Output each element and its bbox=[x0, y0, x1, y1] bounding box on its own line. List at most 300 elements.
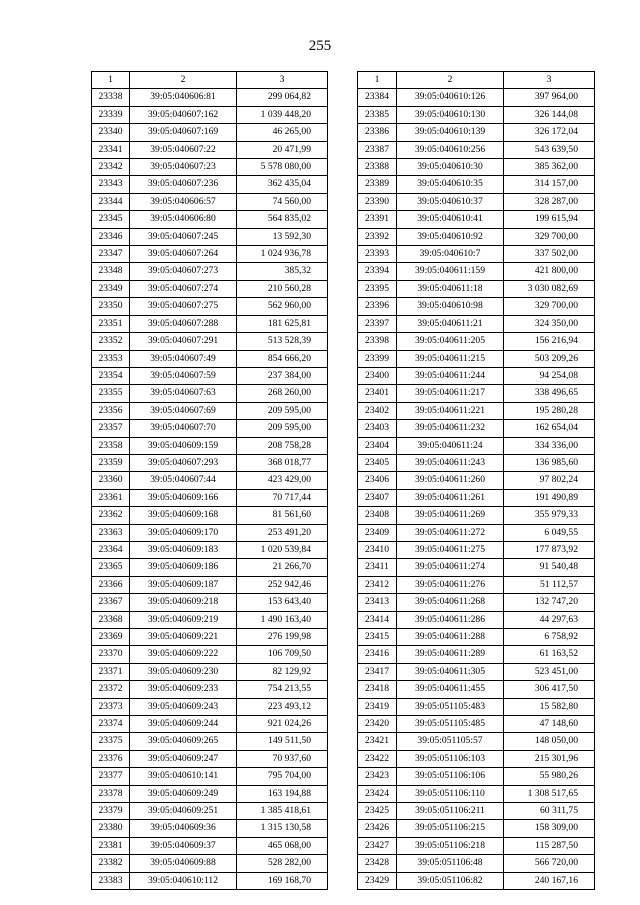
row-number-cell: 23355 bbox=[92, 385, 130, 402]
row-number-cell: 23427 bbox=[358, 837, 397, 854]
value-cell: 1 490 163,40 bbox=[237, 611, 328, 628]
row-number-cell: 23382 bbox=[92, 855, 130, 872]
row-number-cell: 23358 bbox=[92, 437, 130, 454]
row-number-cell: 23380 bbox=[92, 820, 130, 837]
table-row bbox=[358, 489, 595, 506]
row-number-cell: 23405 bbox=[358, 454, 397, 471]
table-row bbox=[92, 594, 328, 611]
value-cell: 1 024 936,78 bbox=[237, 246, 328, 263]
table-row bbox=[92, 855, 328, 872]
table-row bbox=[92, 733, 328, 750]
table-row bbox=[92, 785, 328, 802]
table-row bbox=[358, 698, 595, 715]
value-cell: 44 297,63 bbox=[504, 611, 595, 628]
cadastral-number-cell: 39:05:040609:265 bbox=[130, 733, 237, 750]
value-cell: 115 287,50 bbox=[504, 837, 595, 854]
row-number-cell: 23409 bbox=[358, 524, 397, 541]
cadastral-number-cell: 39:05:040610:41 bbox=[397, 211, 504, 228]
cadastral-number-cell: 39:05:040609:243 bbox=[130, 698, 237, 715]
row-number-cell: 23400 bbox=[358, 367, 397, 384]
table-row bbox=[358, 263, 595, 280]
header-cell-1: 1 bbox=[92, 72, 130, 89]
value-cell: 240 167,16 bbox=[504, 872, 595, 889]
table-row bbox=[358, 437, 595, 454]
row-number-cell: 23391 bbox=[358, 211, 397, 228]
cadastral-number-cell: 39:05:040610:92 bbox=[397, 228, 504, 245]
table-row bbox=[92, 298, 328, 315]
row-number-cell: 23364 bbox=[92, 541, 130, 558]
cadastral-number-cell: 39:05:040609:230 bbox=[130, 663, 237, 680]
row-number-cell: 23341 bbox=[92, 141, 130, 158]
row-number-cell: 23354 bbox=[92, 367, 130, 384]
cadastral-number-cell: 39:05:040609:37 bbox=[130, 837, 237, 854]
cadastral-number-cell: 39:05:040610:139 bbox=[397, 124, 504, 141]
row-number-cell: 23423 bbox=[358, 768, 397, 785]
row-number-cell: 23418 bbox=[358, 681, 397, 698]
table-row bbox=[358, 541, 595, 558]
value-cell: 421 800,00 bbox=[504, 263, 595, 280]
cadastral-number-cell: 39:05:040606:57 bbox=[130, 193, 237, 210]
value-cell: 55 980,26 bbox=[504, 768, 595, 785]
cadastral-number-cell: 39:05:040609:247 bbox=[130, 750, 237, 767]
value-cell: 94 254,08 bbox=[504, 367, 595, 384]
value-cell: 3 030 082,69 bbox=[504, 280, 595, 297]
cadastral-number-cell: 39:05:051106:218 bbox=[397, 837, 504, 854]
cadastral-number-cell: 39:05:051106:211 bbox=[397, 803, 504, 820]
value-cell: 334 336,00 bbox=[504, 437, 595, 454]
cadastral-number-cell: 39:05:040607:236 bbox=[130, 176, 237, 193]
value-cell: 355 979,33 bbox=[504, 507, 595, 524]
row-number-cell: 23416 bbox=[358, 646, 397, 663]
row-number-cell: 23411 bbox=[358, 559, 397, 576]
cadastral-number-cell: 39:05:040611:18 bbox=[397, 280, 504, 297]
cadastral-number-cell: 39:05:040611:268 bbox=[397, 594, 504, 611]
row-number-cell: 23350 bbox=[92, 298, 130, 315]
table-row bbox=[358, 454, 595, 471]
cadastral-number-cell: 39:05:040609:187 bbox=[130, 576, 237, 593]
cadastral-number-cell: 39:05:040606:80 bbox=[130, 211, 237, 228]
value-cell: 74 560,00 bbox=[237, 193, 328, 210]
table-row bbox=[358, 716, 595, 733]
cadastral-number-cell: 39:05:051106:82 bbox=[397, 872, 504, 889]
row-number-cell: 23363 bbox=[92, 524, 130, 541]
table-row bbox=[92, 367, 328, 384]
cadastral-number-cell: 39:05:040607:293 bbox=[130, 454, 237, 471]
value-cell: 276 199,98 bbox=[237, 629, 328, 646]
value-cell: 329 700,00 bbox=[504, 228, 595, 245]
cadastral-number-cell: 39:05:051106:103 bbox=[397, 750, 504, 767]
table-row bbox=[92, 663, 328, 680]
value-cell: 181 625,81 bbox=[237, 315, 328, 332]
value-cell: 210 560,28 bbox=[237, 280, 328, 297]
row-number-cell: 23374 bbox=[92, 716, 130, 733]
cadastral-number-cell: 39:05:040611:205 bbox=[397, 333, 504, 350]
value-cell: 564 835,02 bbox=[237, 211, 328, 228]
value-cell: 46 265,00 bbox=[237, 124, 328, 141]
table-row bbox=[92, 698, 328, 715]
table-row bbox=[92, 803, 328, 820]
value-cell: 324 350,00 bbox=[504, 315, 595, 332]
row-number-cell: 23408 bbox=[358, 507, 397, 524]
value-cell: 209 595,00 bbox=[237, 420, 328, 437]
table-row bbox=[92, 489, 328, 506]
row-number-cell: 23378 bbox=[92, 785, 130, 802]
table-row bbox=[358, 246, 595, 263]
value-cell: 523 451,00 bbox=[504, 663, 595, 680]
row-number-cell: 23366 bbox=[92, 576, 130, 593]
table-row bbox=[92, 246, 328, 263]
row-number-cell: 23370 bbox=[92, 646, 130, 663]
cadastral-number-cell: 39:05:040609:36 bbox=[130, 820, 237, 837]
cadastral-number-cell: 39:05:051105:485 bbox=[397, 716, 504, 733]
table-row bbox=[92, 350, 328, 367]
value-cell: 566 720,00 bbox=[504, 855, 595, 872]
row-number-cell: 23390 bbox=[358, 193, 397, 210]
value-cell: 169 168,70 bbox=[237, 872, 328, 889]
table-row bbox=[358, 611, 595, 628]
value-cell: 51 112,57 bbox=[504, 576, 595, 593]
row-number-cell: 23343 bbox=[92, 176, 130, 193]
value-cell: 326 172,04 bbox=[504, 124, 595, 141]
table-row bbox=[358, 350, 595, 367]
table-row bbox=[92, 837, 328, 854]
table-row bbox=[358, 524, 595, 541]
row-number-cell: 23419 bbox=[358, 698, 397, 715]
row-number-cell: 23371 bbox=[92, 663, 130, 680]
table-row bbox=[92, 193, 328, 210]
cadastral-number-cell: 39:05:040609:166 bbox=[130, 489, 237, 506]
value-cell: 854 666,20 bbox=[237, 350, 328, 367]
table-row bbox=[92, 629, 328, 646]
value-cell: 91 540,48 bbox=[504, 559, 595, 576]
row-number-cell: 23393 bbox=[358, 246, 397, 263]
value-cell: 223 493,12 bbox=[237, 698, 328, 715]
row-number-cell: 23359 bbox=[92, 454, 130, 471]
value-cell: 13 592,30 bbox=[237, 228, 328, 245]
row-number-cell: 23415 bbox=[358, 629, 397, 646]
table-row bbox=[92, 681, 328, 698]
table-row bbox=[358, 681, 595, 698]
row-number-cell: 23402 bbox=[358, 402, 397, 419]
row-number-cell: 23373 bbox=[92, 698, 130, 715]
row-number-cell: 23352 bbox=[92, 333, 130, 350]
table-row bbox=[358, 733, 595, 750]
cadastral-number-cell: 39:05:040611:286 bbox=[397, 611, 504, 628]
row-number-cell: 23387 bbox=[358, 141, 397, 158]
data-table-left bbox=[91, 71, 328, 890]
table-row bbox=[358, 803, 595, 820]
value-cell: 314 157,00 bbox=[504, 176, 595, 193]
row-number-cell: 23406 bbox=[358, 472, 397, 489]
row-number-cell: 23410 bbox=[358, 541, 397, 558]
row-number-cell: 23404 bbox=[358, 437, 397, 454]
cadastral-number-cell: 39:05:040607:59 bbox=[130, 367, 237, 384]
cadastral-number-cell: 39:05:040607:245 bbox=[130, 228, 237, 245]
cadastral-number-cell: 39:05:040607:274 bbox=[130, 280, 237, 297]
row-number-cell: 23401 bbox=[358, 385, 397, 402]
value-cell: 1 020 539,84 bbox=[237, 541, 328, 558]
table-row bbox=[358, 193, 595, 210]
table-row bbox=[358, 872, 595, 889]
table-row bbox=[92, 263, 328, 280]
table-row bbox=[358, 280, 595, 297]
value-cell: 1 385 418,61 bbox=[237, 803, 328, 820]
cadastral-number-cell: 39:05:040607:291 bbox=[130, 333, 237, 350]
value-cell: 299 064,82 bbox=[237, 89, 328, 106]
row-number-cell: 23340 bbox=[92, 124, 130, 141]
row-number-cell: 23428 bbox=[358, 855, 397, 872]
cadastral-number-cell: 39:05:040607:22 bbox=[130, 141, 237, 158]
row-number-cell: 23353 bbox=[92, 350, 130, 367]
table-row bbox=[358, 106, 595, 123]
value-cell: 6 758,92 bbox=[504, 629, 595, 646]
value-cell: 362 435,04 bbox=[237, 176, 328, 193]
row-number-cell: 23379 bbox=[92, 803, 130, 820]
table-row bbox=[358, 507, 595, 524]
value-cell: 156 216,94 bbox=[504, 333, 595, 350]
table-row bbox=[92, 872, 328, 889]
row-number-cell: 23351 bbox=[92, 315, 130, 332]
row-number-cell: 23360 bbox=[92, 472, 130, 489]
cadastral-number-cell: 39:05:040609:88 bbox=[130, 855, 237, 872]
cadastral-number-cell: 39:05:040606:81 bbox=[130, 89, 237, 106]
row-number-cell: 23424 bbox=[358, 785, 397, 802]
value-cell: 20 471,99 bbox=[237, 141, 328, 158]
table-row bbox=[358, 402, 595, 419]
cadastral-number-cell: 39:05:040609:251 bbox=[130, 803, 237, 820]
row-number-cell: 23395 bbox=[358, 280, 397, 297]
value-cell: 162 654,04 bbox=[504, 420, 595, 437]
table-row bbox=[358, 768, 595, 785]
row-number-cell: 23420 bbox=[358, 716, 397, 733]
row-number-cell: 23414 bbox=[358, 611, 397, 628]
table-row bbox=[358, 855, 595, 872]
value-cell: 1 039 448,20 bbox=[237, 106, 328, 123]
value-cell: 385,32 bbox=[237, 263, 328, 280]
value-cell: 328 287,00 bbox=[504, 193, 595, 210]
value-cell: 1 315 130,58 bbox=[237, 820, 328, 837]
cadastral-number-cell: 39:05:040611:243 bbox=[397, 454, 504, 471]
value-cell: 513 528,39 bbox=[237, 333, 328, 350]
table-row bbox=[358, 646, 595, 663]
value-cell: 82 129,92 bbox=[237, 663, 328, 680]
cadastral-number-cell: 39:05:040609:219 bbox=[130, 611, 237, 628]
table-row bbox=[92, 646, 328, 663]
value-cell: 148 050,00 bbox=[504, 733, 595, 750]
cadastral-number-cell: 39:05:040610:126 bbox=[397, 89, 504, 106]
table-row bbox=[92, 333, 328, 350]
table-row bbox=[92, 768, 328, 785]
cadastral-number-cell: 39:05:040610:37 bbox=[397, 193, 504, 210]
table-row bbox=[358, 837, 595, 854]
table-row bbox=[92, 524, 328, 541]
value-cell: 465 068,00 bbox=[237, 837, 328, 854]
value-cell: 385 362,00 bbox=[504, 159, 595, 176]
table-row bbox=[92, 176, 328, 193]
row-number-cell: 23347 bbox=[92, 246, 130, 263]
row-number-cell: 23429 bbox=[358, 872, 397, 889]
value-cell: 21 266,70 bbox=[237, 559, 328, 576]
table-row bbox=[92, 315, 328, 332]
cadastral-number-cell: 39:05:040609:159 bbox=[130, 437, 237, 454]
value-cell: 306 417,50 bbox=[504, 681, 595, 698]
value-cell: 70 937,60 bbox=[237, 750, 328, 767]
value-cell: 368 018,77 bbox=[237, 454, 328, 471]
value-cell: 60 311,75 bbox=[504, 803, 595, 820]
cadastral-number-cell: 39:05:040607:63 bbox=[130, 385, 237, 402]
value-cell: 253 491,20 bbox=[237, 524, 328, 541]
value-cell: 237 384,00 bbox=[237, 367, 328, 384]
cadastral-number-cell: 39:05:040611:24 bbox=[397, 437, 504, 454]
table-row bbox=[358, 576, 595, 593]
row-number-cell: 23426 bbox=[358, 820, 397, 837]
value-cell: 47 148,60 bbox=[504, 716, 595, 733]
cadastral-number-cell: 39:05:040607:288 bbox=[130, 315, 237, 332]
value-cell: 191 490,89 bbox=[504, 489, 595, 506]
cadastral-number-cell: 39:05:040611:288 bbox=[397, 629, 504, 646]
cadastral-number-cell: 39:05:040609:221 bbox=[130, 629, 237, 646]
value-cell: 252 942,46 bbox=[237, 576, 328, 593]
row-number-cell: 23339 bbox=[92, 106, 130, 123]
cadastral-number-cell: 39:05:051106:106 bbox=[397, 768, 504, 785]
value-cell: 268 260,00 bbox=[237, 385, 328, 402]
table-row bbox=[358, 176, 595, 193]
table-row bbox=[358, 385, 595, 402]
value-cell: 338 496,65 bbox=[504, 385, 595, 402]
cadastral-number-cell: 39:05:040611:21 bbox=[397, 315, 504, 332]
header-cell-2: 2 bbox=[130, 72, 237, 89]
table-row bbox=[92, 106, 328, 123]
value-cell: 61 163,52 bbox=[504, 646, 595, 663]
table-row bbox=[92, 541, 328, 558]
cadastral-number-cell: 39:05:040609:168 bbox=[130, 507, 237, 524]
table-row bbox=[92, 89, 328, 106]
value-cell: 208 758,28 bbox=[237, 437, 328, 454]
table-row bbox=[358, 559, 595, 576]
header-cell-3: 3 bbox=[237, 72, 328, 89]
row-number-cell: 23348 bbox=[92, 263, 130, 280]
cadastral-number-cell: 39:05:040610:130 bbox=[397, 106, 504, 123]
value-cell: 15 582,80 bbox=[504, 698, 595, 715]
row-number-cell: 23383 bbox=[92, 872, 130, 889]
header-cell-3: 3 bbox=[504, 72, 595, 89]
table-row bbox=[92, 507, 328, 524]
table-row bbox=[358, 89, 595, 106]
value-cell: 70 717,44 bbox=[237, 489, 328, 506]
table-row bbox=[92, 437, 328, 454]
cadastral-number-cell: 39:05:040610:35 bbox=[397, 176, 504, 193]
row-number-cell: 23394 bbox=[358, 263, 397, 280]
row-number-cell: 23375 bbox=[92, 733, 130, 750]
row-number-cell: 23399 bbox=[358, 350, 397, 367]
table-row bbox=[92, 159, 328, 176]
header-cell-1: 1 bbox=[358, 72, 397, 89]
cadastral-number-cell: 39:05:040607:275 bbox=[130, 298, 237, 315]
table-row bbox=[358, 333, 595, 350]
cadastral-number-cell: 39:05:051105:57 bbox=[397, 733, 504, 750]
value-cell: 543 639,50 bbox=[504, 141, 595, 158]
table-row bbox=[92, 750, 328, 767]
table-row bbox=[358, 141, 595, 158]
cadastral-number-cell: 39:05:040609:222 bbox=[130, 646, 237, 663]
cadastral-number-cell: 39:05:040607:273 bbox=[130, 263, 237, 280]
row-number-cell: 23389 bbox=[358, 176, 397, 193]
cadastral-number-cell: 39:05:040611:221 bbox=[397, 402, 504, 419]
table-row bbox=[92, 228, 328, 245]
row-number-cell: 23422 bbox=[358, 750, 397, 767]
cadastral-number-cell: 39:05:040610:112 bbox=[130, 872, 237, 889]
row-number-cell: 23342 bbox=[92, 159, 130, 176]
table-row bbox=[358, 594, 595, 611]
value-cell: 215 301,96 bbox=[504, 750, 595, 767]
cadastral-number-cell: 39:05:040611:232 bbox=[397, 420, 504, 437]
row-number-cell: 23338 bbox=[92, 89, 130, 106]
table-row bbox=[92, 454, 328, 471]
table-row bbox=[92, 559, 328, 576]
cadastral-number-cell: 39:05:040611:305 bbox=[397, 663, 504, 680]
value-cell: 149 511,50 bbox=[237, 733, 328, 750]
value-cell: 195 280,28 bbox=[504, 402, 595, 419]
value-cell: 136 985,60 bbox=[504, 454, 595, 471]
cadastral-number-cell: 39:05:051106:48 bbox=[397, 855, 504, 872]
cadastral-number-cell: 39:05:040610:98 bbox=[397, 298, 504, 315]
value-cell: 397 964,00 bbox=[504, 89, 595, 106]
row-number-cell: 23397 bbox=[358, 315, 397, 332]
cadastral-number-cell: 39:05:040607:70 bbox=[130, 420, 237, 437]
cadastral-number-cell: 39:05:040607:169 bbox=[130, 124, 237, 141]
cadastral-number-cell: 39:05:040607:69 bbox=[130, 402, 237, 419]
value-cell: 5 578 080,00 bbox=[237, 159, 328, 176]
cadastral-number-cell: 39:05:040611:244 bbox=[397, 367, 504, 384]
value-cell: 528 282,00 bbox=[237, 855, 328, 872]
table-header-row bbox=[358, 72, 595, 89]
table-row bbox=[358, 367, 595, 384]
cadastral-number-cell: 39:05:040611:272 bbox=[397, 524, 504, 541]
value-cell: 158 309,00 bbox=[504, 820, 595, 837]
value-cell: 337 502,00 bbox=[504, 246, 595, 263]
row-number-cell: 23392 bbox=[358, 228, 397, 245]
table-row bbox=[358, 315, 595, 332]
table-row bbox=[358, 785, 595, 802]
table-row bbox=[92, 716, 328, 733]
value-cell: 163 194,88 bbox=[237, 785, 328, 802]
table-row bbox=[358, 472, 595, 489]
cadastral-number-cell: 39:05:040607:44 bbox=[130, 472, 237, 489]
cadastral-number-cell: 39:05:040611:261 bbox=[397, 489, 504, 506]
data-table-right bbox=[357, 71, 595, 890]
table-row bbox=[358, 228, 595, 245]
cadastral-number-cell: 39:05:040611:275 bbox=[397, 541, 504, 558]
cadastral-number-cell: 39:05:051105:483 bbox=[397, 698, 504, 715]
value-cell: 132 747,20 bbox=[504, 594, 595, 611]
cadastral-number-cell: 39:05:040607:162 bbox=[130, 106, 237, 123]
value-cell: 81 561,60 bbox=[237, 507, 328, 524]
row-number-cell: 23365 bbox=[92, 559, 130, 576]
row-number-cell: 23396 bbox=[358, 298, 397, 315]
value-cell: 423 429,00 bbox=[237, 472, 328, 489]
value-cell: 153 643,40 bbox=[237, 594, 328, 611]
header-cell-2: 2 bbox=[397, 72, 504, 89]
row-number-cell: 23367 bbox=[92, 594, 130, 611]
cadastral-number-cell: 39:05:040609:183 bbox=[130, 541, 237, 558]
row-number-cell: 23346 bbox=[92, 228, 130, 245]
cadastral-number-cell: 39:05:040610:7 bbox=[397, 246, 504, 263]
cadastral-number-cell: 39:05:040609:233 bbox=[130, 681, 237, 698]
table-row bbox=[92, 576, 328, 593]
table-row bbox=[358, 750, 595, 767]
row-number-cell: 23413 bbox=[358, 594, 397, 611]
row-number-cell: 23349 bbox=[92, 280, 130, 297]
